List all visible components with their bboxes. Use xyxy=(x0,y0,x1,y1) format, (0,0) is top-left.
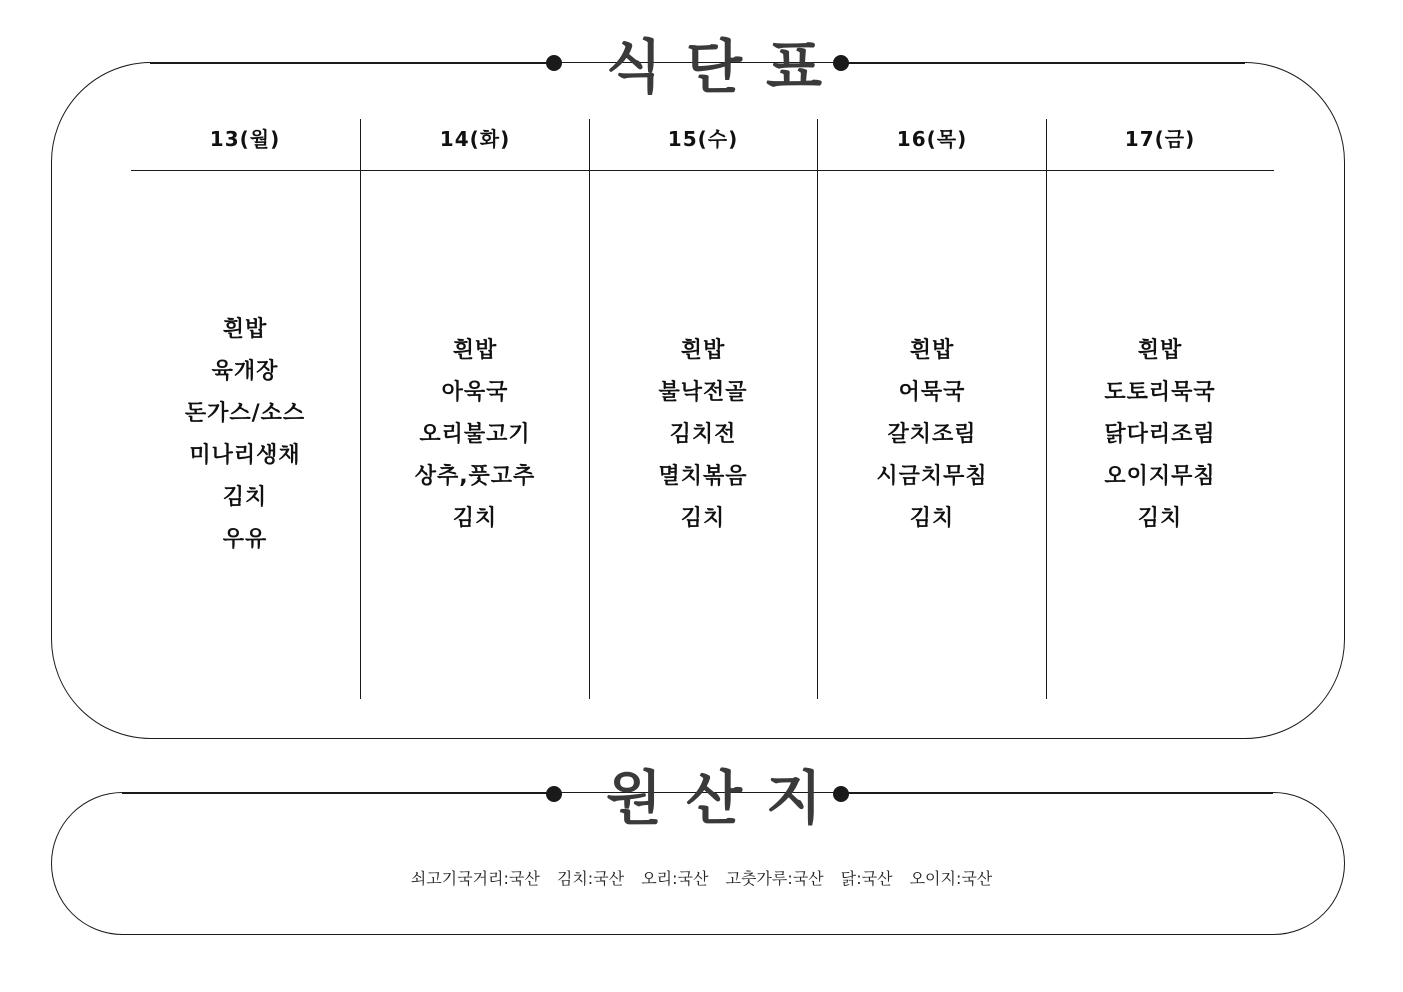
origin-list xyxy=(0,866,1403,892)
origin-title-line-left xyxy=(122,793,550,794)
menu-item: 상추,풋고추 xyxy=(414,463,536,489)
day-menu-tue xyxy=(361,170,589,699)
menu-item: 오이지무침 xyxy=(1104,463,1216,489)
menu-item: 멸치볶음 xyxy=(658,463,748,489)
origin-dot-left xyxy=(546,786,562,802)
menu-item: 흰밥 xyxy=(452,337,498,363)
menu-item: 도토리묵국 xyxy=(1104,379,1216,405)
origin-entry: 닭:국산 xyxy=(840,869,893,888)
origin-entry: 쇠고기국거리:국산 xyxy=(410,869,540,888)
menu-item: 시금치무침 xyxy=(876,463,988,489)
day-header-tue: 14(화) xyxy=(439,127,511,151)
menu-item: 흰밥 xyxy=(680,337,726,363)
menu-item: 돈가스/소스 xyxy=(184,400,306,426)
day-menu-wed xyxy=(589,170,817,699)
menu-item: 김치 xyxy=(909,505,955,531)
menu-item: 미나리생채 xyxy=(189,442,301,468)
menu-item: 김치 xyxy=(1137,505,1183,531)
menu-item: 불낙전골 xyxy=(658,379,748,405)
menu-item: 육개장 xyxy=(211,358,279,384)
menu-item: 흰밥 xyxy=(1137,337,1183,363)
menu-title: 식단표 xyxy=(606,33,847,101)
day-header-thu: 16(목) xyxy=(896,127,968,151)
menu-item: 김치 xyxy=(680,505,726,531)
origin-entry: 김치:국산 xyxy=(556,869,625,888)
origin-entry: 오리:국산 xyxy=(641,869,709,888)
origin-entry: 고춧가루:국산 xyxy=(725,869,824,888)
origin-title: 원산지 xyxy=(606,764,847,832)
menu-item: 아욱국 xyxy=(441,379,509,405)
day-header-wed: 15(수) xyxy=(667,127,739,151)
origin-title-line-right xyxy=(845,793,1273,794)
menu-item: 어묵국 xyxy=(898,379,966,405)
menu-item: 김치 xyxy=(452,505,498,531)
day-menu-fri xyxy=(1046,170,1274,699)
menu-item: 갈치조림 xyxy=(887,421,977,447)
menu-item: 흰밥 xyxy=(222,316,268,342)
origin-entry: 오이지:국산 xyxy=(909,869,993,888)
title-line-left xyxy=(150,63,550,64)
title-line-right xyxy=(845,63,1245,64)
menu-item: 흰밥 xyxy=(909,337,955,363)
title-dot-left xyxy=(546,55,562,71)
day-menu-mon xyxy=(131,170,359,699)
menu-item: 오리불고기 xyxy=(419,421,531,447)
day-menu-thu xyxy=(818,170,1046,699)
day-header-fri: 17(금) xyxy=(1124,127,1196,151)
menu-item: 우유 xyxy=(222,526,268,552)
menu-item: 닭다리조림 xyxy=(1104,421,1216,447)
day-header-mon: 13(월) xyxy=(209,127,281,151)
menu-item: 김치전 xyxy=(669,421,737,447)
menu-item: 김치 xyxy=(222,484,268,510)
